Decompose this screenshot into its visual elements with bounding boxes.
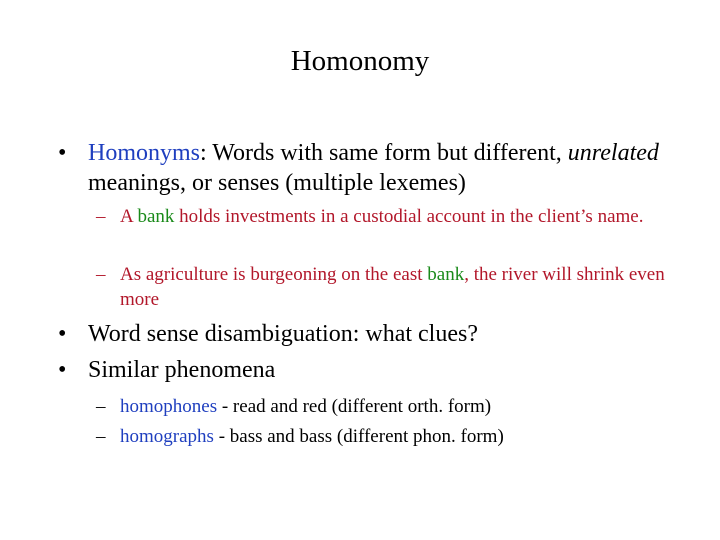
example-rest: holds investments in a custodial account in the client’s name.	[174, 206, 644, 227]
item-homographs	[96, 424, 680, 449]
example-bank-river	[96, 262, 680, 312]
term-homonyms: Homonyms	[88, 140, 201, 166]
item-rest: - bass and bass (different phon. form)	[213, 426, 504, 447]
example-prefix: A	[120, 206, 138, 227]
example-rest: , the river will shrink even more	[120, 264, 665, 310]
example-highlight-bank: bank	[427, 264, 465, 285]
dash-marker: –	[96, 396, 106, 417]
slide-title: Homonomy	[290, 45, 430, 77]
bullet-text-b: meanings, or senses (multiple lexemes)	[88, 170, 466, 196]
bullet-text-a: : Words with same form but different,	[200, 140, 568, 166]
item-homophones	[96, 394, 680, 419]
dash-marker: –	[96, 264, 106, 285]
term-homophones: homophones	[120, 396, 218, 417]
example-highlight-bank: bank	[137, 206, 175, 227]
bullet-marker: •	[58, 321, 67, 347]
bullet-homonyms	[58, 138, 678, 198]
bullet-text: Word sense disambiguation: what clues?	[88, 321, 478, 347]
example-bank-financial	[96, 204, 680, 229]
bullet-marker: •	[58, 140, 67, 166]
bullet-wsd	[58, 319, 678, 349]
term-homographs: homographs	[120, 426, 214, 447]
example-prefix: As agriculture is burgeoning on the east	[120, 264, 428, 285]
bullet-marker: •	[58, 357, 67, 383]
dash-marker: –	[96, 426, 106, 447]
italic-word: unrelated	[567, 140, 659, 166]
bullet-similar-phenomena	[58, 355, 678, 385]
item-rest: - read and red (different orth. form)	[217, 396, 492, 417]
dash-marker: –	[96, 206, 106, 227]
bullet-text: Similar phenomena	[88, 357, 276, 383]
